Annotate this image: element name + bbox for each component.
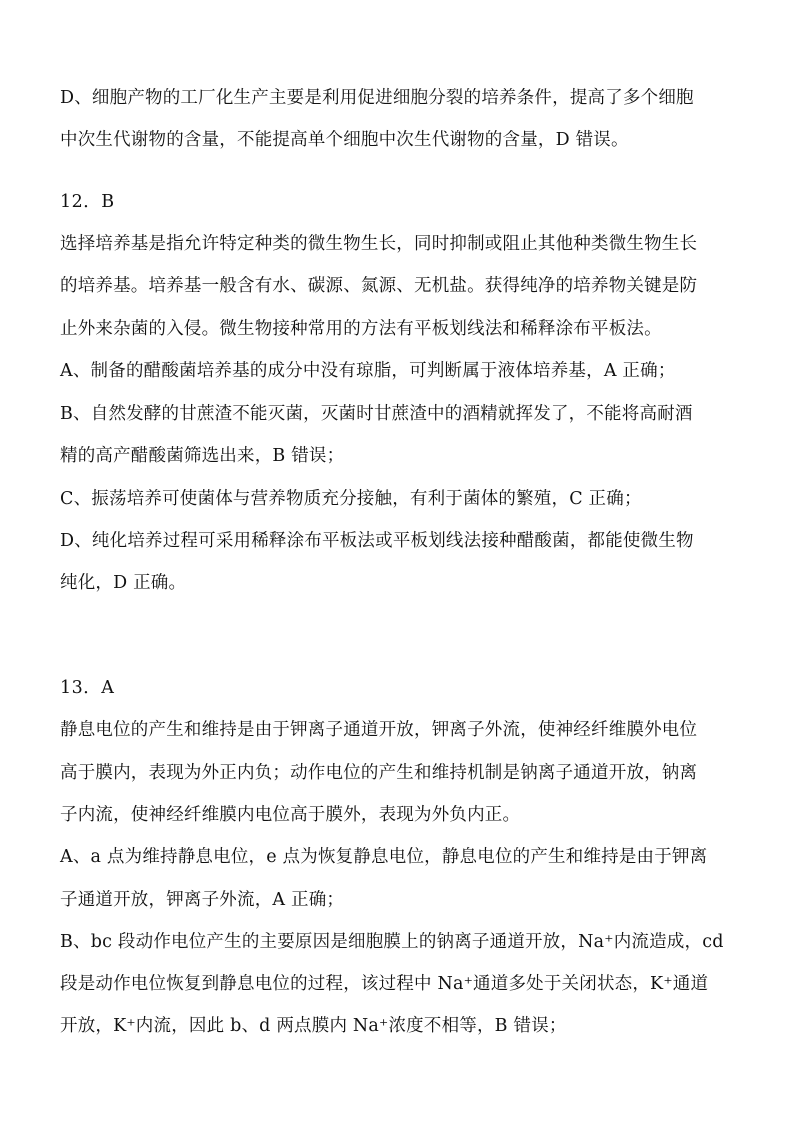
paragraph-line: 中次生代谢物的含量，不能提高单个细胞中次生代谢物的含量，D 错误。 [60, 130, 629, 150]
paragraph-line: 静息电位的产生和维持是由于钾离子通道开放，钾离子外流，使神经纤维膜外电位 [60, 720, 698, 740]
paragraph-line: B、bc 段动作电位产生的主要原因是细胞膜上的钠离子通道开放，Na⁺内流造成，cd [60, 932, 724, 952]
paragraph-line: 开放，K⁺内流，因此 b、d 两点膜内 Na⁺浓度不相等，B 错误； [60, 1016, 567, 1036]
paragraph-line: A、a 点为维持静息电位，e 点为恢复静息电位，静息电位的产生和维持是由于钾离 [60, 847, 708, 867]
paragraph-line: 子通道开放，钾离子外流，A 正确； [60, 890, 345, 910]
question-number: 12．B [60, 192, 115, 212]
paragraph-line: A、制备的醋酸菌培养基的成分中没有琼脂，可判断属于液体培养基，A 正确； [60, 361, 676, 381]
paragraph-line: 段是动作电位恢复到静息电位的过程，该过程中 Na⁺通道多处于关闭状态，K⁺通道 [60, 974, 709, 994]
paragraph-line: 选择培养基是指允许特定种类的微生物生长，同时抑制或阻止其他种类微生物生长 [60, 234, 698, 254]
paragraph-line: C、振荡培养可使菌体与营养物质充分接触，有利于菌体的繁殖，C 正确； [60, 489, 642, 509]
question-number: 13．A [60, 678, 115, 698]
paragraph-line: 的培养基。培养基一般含有水、碳源、氮源、无机盐。获得纯净的培养物关键是防 [60, 276, 698, 296]
paragraph-line: 止外来杂菌的入侵。微生物接种常用的方法有平板划线法和稀释涂布平板法。 [60, 319, 662, 339]
paragraph-line: 精的高产醋酸菌筛选出来，B 错误； [60, 446, 345, 466]
paragraph-line: B、自然发酵的甘蔗渣不能灭菌，灭菌时甘蔗渣中的酒精就挥发了，不能将高耐酒 [60, 404, 693, 424]
paragraph-line: 高于膜内，表现为外正内负；动作电位的产生和维持机制是钠离子通道开放，钠离 [60, 763, 698, 783]
paragraph-line: 纯化，D 正确。 [60, 573, 187, 593]
paragraph-line: 子内流，使神经纤维膜内电位高于膜外，表现为外负内正。 [60, 805, 521, 825]
paragraph-line: D、细胞产物的工厂化生产主要是利用促进细胞分裂的培养条件，提高了多个细胞 [60, 88, 694, 108]
paragraph-line: D、纯化培养过程可采用稀释涂布平板法或平板划线法接种醋酸菌，都能使微生物 [60, 531, 694, 551]
